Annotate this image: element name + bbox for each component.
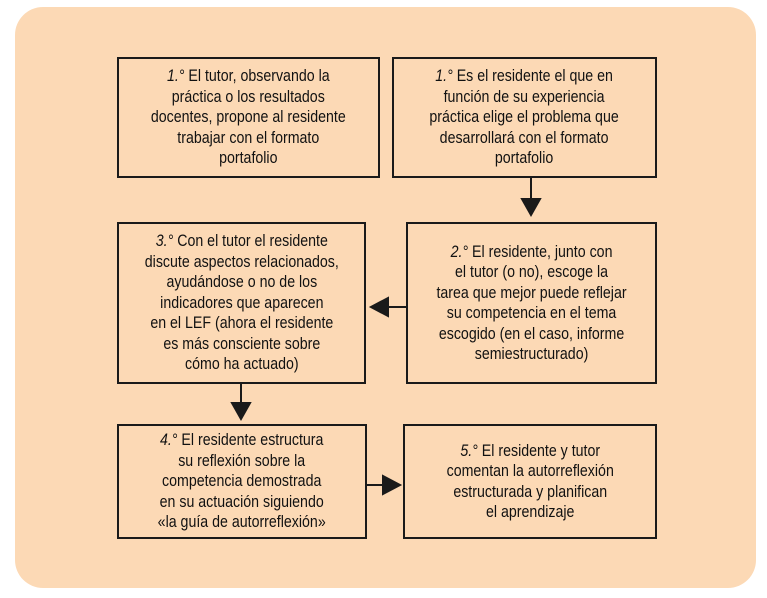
step-2-line-3: tarea que mejor puede reflejar [436, 283, 627, 302]
step-1-resident-text [430, 66, 619, 169]
step-5-line-1: 5.° El residente y tutor [460, 441, 600, 460]
step-4-line-5: «la guía de autorreflexión» [157, 513, 327, 532]
step-number: 1.° [435, 67, 454, 86]
step-3-discussion-box [117, 222, 366, 384]
step-1-tutor-text [151, 66, 346, 169]
step-2-line-5: escogido (en el caso, informe [438, 324, 625, 343]
step-3-line-5: en el LEF (ahora el residente [149, 314, 333, 333]
step-1-resident-line-2: función de su experiencia [444, 87, 605, 106]
step-1-resident-line-3: práctica elige el problema que [429, 108, 620, 127]
step-3-line-3: ayudándose o no de los [166, 273, 317, 292]
step-1-resident-line-1: 1.° Es el residente el que en [435, 67, 614, 86]
step-number: 5.° [460, 441, 478, 460]
step-2-task-selection-box [406, 222, 657, 384]
step-1-tutor-proposes-box [117, 57, 380, 178]
step-5-feedback-box [403, 424, 657, 539]
step-2-line-1: 2.° El residente, junto con [450, 242, 613, 261]
step-5-line-3: estructurada y planifican [453, 482, 607, 501]
step-5-line-2: comentan la autorreflexión [446, 462, 614, 480]
step-4-reflection-box [117, 424, 367, 539]
step-number: 2.° [450, 242, 469, 261]
step-2-line-4: su competencia en el tema [446, 304, 617, 322]
step-4-line-3: competencia demostrada [162, 472, 322, 491]
step-3-text [144, 231, 338, 375]
step-1-tutor-line-3: docentes, propone al residente [151, 108, 346, 127]
step-5-text [446, 441, 613, 523]
step-number: 3.° [155, 232, 173, 251]
step-1-tutor-line-1: 1.° El tutor, observando la [167, 67, 330, 86]
step-3-line-4: indicadores que aparecen [159, 293, 324, 312]
step-4-text [158, 430, 326, 533]
step-4-line-2: su reflexión sobre la [178, 451, 306, 470]
step-3-line-1: 3.° Con el tutor el residente [155, 232, 328, 251]
step-3-line-2: discute aspectos relacionados, [144, 252, 339, 271]
step-1-tutor-line-2: práctica o los resultados [171, 87, 325, 106]
step-2-line-6: semiestructurado) [474, 345, 589, 363]
step-1-tutor-line-5: portafolio [219, 149, 278, 168]
step-3-line-6: es más consciente sobre [163, 334, 320, 353]
step-1-resident-chooses-box [392, 57, 657, 178]
step-5-line-4: el aprendizaje [485, 503, 575, 521]
step-number: 4.° [160, 431, 178, 450]
step-1-tutor-line-4: trabajar con el formato [177, 128, 320, 147]
step-3-line-7: cómo ha actuado) [184, 355, 299, 374]
step-1-resident-line-4: desarrollará con el formato [440, 128, 609, 147]
step-2-text [436, 242, 626, 365]
step-4-line-1: 4.° El residente estructura [160, 431, 324, 450]
step-1-resident-line-5: portafolio [495, 149, 554, 168]
step-4-line-4: en su actuación siguiendo [159, 492, 325, 511]
step-number: 1.° [167, 67, 185, 86]
step-2-line-2: el tutor (o no), escoge la [454, 263, 609, 281]
